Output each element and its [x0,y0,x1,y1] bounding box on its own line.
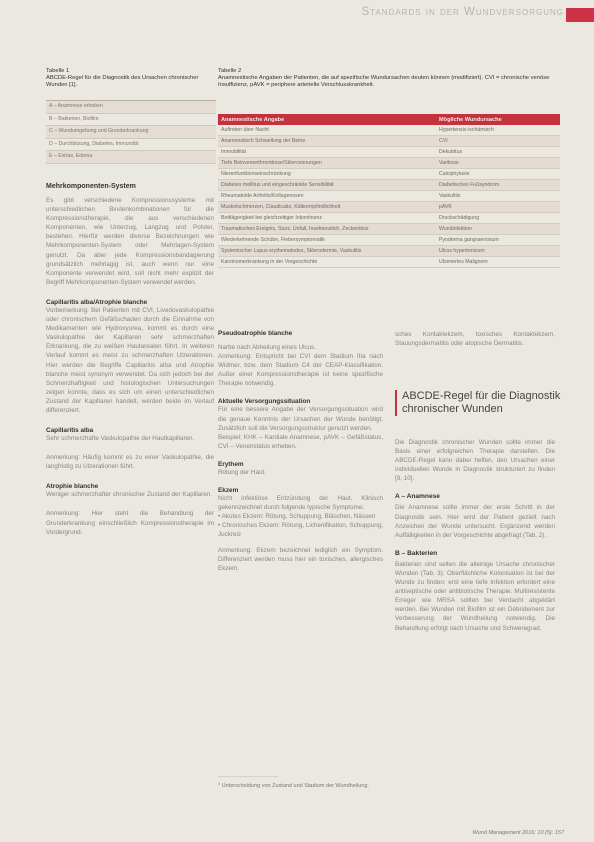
bullet-item: • Akutes Ekzem: Rötung, Schuppung, Bläschen, Nässen [218,513,376,521]
table2-cell-cause: Pyoderma gangraenosum [436,235,560,246]
bullet-text: Akutes Ekzem: Rötung, Schuppung, Bläschen, Nässen [221,513,376,521]
table2-row [218,158,560,169]
article-title: ABCDE-Regel für die Diagnostik chronischer Wunden [395,390,562,416]
table2-caption-text: Anamnestische Angaben der Patienten, die auf spezifische Wundursachen deuten können (modifiziert). CVI = chronische venöse Insuffizienz, pAVK = periphere arterielle Verschlusskrankheit. [218,75,550,88]
table2-row [218,169,560,180]
table2-row [218,213,560,224]
bullet-item: • Chronisches Ekzem: Rötung, Lichenifikation, Schuppung, Juckreiz [218,522,383,539]
table2-row [218,202,560,213]
paragraph: Die Anamnese sollte immer der erste Schritt in der Diagnostik sein. Hier wird der Patient gezielt nach Anzeichen der Wunde untersucht. Ergänzend werden Auffälligkeiten in der Vorgeschichte abgefragt (Tab. 2). [395,504,555,539]
table2-cell-cause: Vaskulitis [436,191,560,202]
paragraph: Anmerkung: Hier steht die Behandlung der Grunderkrankung einschließlich Kompressionstherapie im Vordergrund. [46,510,214,536]
table2-cell-cause: CVI [436,136,560,147]
table2-row [218,180,560,191]
table2-cell-indication: Tiefe Beinvenenthrombose/Sklerosierungen [218,158,436,169]
footnote-rule [218,776,278,777]
table2-cell-indication: Systemischer Lupus erythematodes, Sklerodermie, Vaskulitis [218,246,436,257]
table1-caption-title: Tabelle 1 [46,68,70,74]
section-heading: Capillaritis alba [46,427,94,435]
table2-header-row [218,114,560,125]
table2-cell-cause: Wundinfektion [436,224,560,235]
table1-row: A – Anamnese erheben [46,101,216,114]
paragraph: Anmerkung: Ekzem bezeichnet lediglich ein Symptom. Differenziert werden muss hier ein toxisches, allergisches Ekzem. [218,546,383,572]
paragraph: Narbe nach Abheilung eines Ulcus. [218,344,317,351]
table2-cell-cause: pAVK [436,202,560,213]
paragraph: Für eine bessere Angabe der Versorgungssituation wird die genaue Kenntnis der Ursachen der Wunde benötigt. Zusätzlich soll die Versorgungsstruktur genutzt werden. [218,406,383,432]
table2-cell-indication: Karzinomerkrankung in der Vorgeschichte [218,257,436,268]
paragraph: Anmerkung: Entspricht bei CVI dem Stadium IIIa nach Widmer, bzw. dem Stadium C4 der CEAP-Klassifikation. Außer einer Kompressionstherapie ist keine spezifische Therapie notwendig. [218,353,383,388]
section-heading: Capillaritis alba/Atrophie blanche [46,298,148,306]
column-1 [46,183,214,537]
table2-row [218,224,560,235]
table2-cell-indication: Traumatisches Ereignis, Sturz, Unfall, Insektenstich, Zeckenbiss [218,224,436,235]
table2-row [218,246,560,257]
table2-caption-title: Tabelle 2 [218,68,242,74]
running-title: Standards in der Wundversorgung [361,6,564,18]
table1-caption [46,68,216,89]
paragraph: Bakterien sind selten die alleinige Ursache chronischer Wunden (Tab. 3). Oberflächliche Kolonisation ist bei der Wunde zu finden; erst eine tiefe Infektion erfordert eine antiseptische oder antibiotische Therapie. Multiresistente Erreger wie MRSA sollten bei Verdacht abgeklärt werden. Bei Wunden mit Biofilm ist ein Débridement zur Verbesserung der Wundheilung notwendig. Die Behandlung erfolgt nach Ursache und Schweregrad. [395,560,555,632]
section-heading: Aktuelle Versorgungssituation [218,398,311,406]
table2-row [218,147,560,158]
paragraph: sches Kontaktekzem, toxisches Kontaktekzem, Stauungsdermatitis oder atopische Dermatitis. [395,331,555,348]
paragraph: Vorbemerkung: Bei Patienten mit CVI, Livedovaskulopathie oder chronischem Gefäßschaden durch die Einnahme von Medikamenten wie Hydroxyurea, kommt es durch eine Vaskulopathie der Kapillaren sehr schmerzhaften Erkrankung, die zu weißen Hautarealen führt. In weiteren Verlauf kommt es meist zu schmerzhaften Ulzerationen. Hier werden die Begriffe Capillaritis alba und Atrophie blanche meist synonym verwendet. Da sich jedoch bei der Schmerzhaftigkeit und histologischen Untersuchungen zeigen konnte, dass es sich um einen unterschiedlichen Zustand der Kapillaren handelt, werden beide im Verlauf differenziert. [46,306,214,414]
footnote: * Unterscheidung von Zustand und Stadium der Wundheilung. [218,783,369,789]
table2-cell-indication: Bettlägerigkeit bei gleichzeitiger Inkontinenz [218,213,436,224]
table2 [218,114,560,268]
paragraph: Es gibt verschiedene Kompressionssysteme mit unterschiedlichen Bindenkombinationen für die Kompressionstherapie, die aus verschiedenen Komponenten, wie Unterzug, Langzug und Polster, bestehen. Hierfür werden diverse Bezeichnungen wie Mehrkomponenten-System oder Mehrlagen-System genutzt. Da aber jede Kompressionsbandagierung grundsätzlich mehrlagig ist, auch wenn nur eine Komponente verwendet wird, soll nicht mehr explizit der Begriff Mehrkomponenten-System verwendet werden. [46,197,214,286]
table2-row [218,191,560,202]
table2-body [218,125,560,268]
table1-caption-text: ABCDE-Regel für die Diagnostik des Ursachen chronischer Wunden [1]. [46,75,199,88]
paragraph: Nicht infektiöse Entzündung der Haut. Klinisch gekennzeichnet durch folgende typische Symptome: [218,495,383,512]
section-heading: A – Anamnese [395,493,440,501]
table1-row: C – Wundumgebung und Grunderkrankung [46,126,216,139]
paragraph: Anmerkung: Häufig kommt es zu einer Vaskulopathie, die langfristig zu Ulzerationen führt. [46,454,214,471]
table2-row [218,235,560,246]
paragraph: Rötung der Haut. [218,468,266,476]
table1-row: E – Extras, Edema [46,151,216,164]
table1 [46,100,216,164]
section-heading: Ekzem [218,487,239,495]
table1-row: B – Bakterien, Biofilm [46,114,216,127]
paragraph: Weniger schmerzhafter chronischer Zustand der Kapillaren. [46,491,213,499]
table2-cell-cause: Diabetisches Fußsyndrom [436,180,560,191]
table2-cell-indication: Nierenfunktionseinschränkung [218,169,436,180]
paragraph: Beispiel: KHK – Kardiale Anamnese, pAVK – Gefäßstatus, CVI – Venenstatus erheben. [218,433,383,450]
table2-cell-cause: Calciphylaxie [436,169,560,180]
bullet-text: Chronisches Ekzem: Rötung, Lichenifikation, Schuppung, Juckreiz [218,522,383,539]
table2-cell-cause: Druckschädigung [436,213,560,224]
journal-footer: Wund Management 2016; 10 (5): 157 [472,830,564,836]
table2-cell-indication: Immobilität [218,147,436,158]
paragraph: Die Diagnostik chronischer Wunden sollte immer die Basis einer erfolgreichen Therapie darstellen. Die ABCDE-Regel kann dabei helfen, den Ursachen einer individuellen Wunde in Diagnostik strukturiert zu finden [9, 10]. [395,439,555,483]
accent-bar [566,8,594,22]
table2-caption [218,68,560,89]
section-heading: Atrophie blanche [46,483,99,491]
table2-row [218,125,560,136]
table2-cell-cause: Varikose [436,158,560,169]
section-heading: B – Bakterien [395,549,438,557]
table2-cell-indication: Rheumatoide Arthritis/Kollagenosen [218,191,436,202]
table2-cell-indication: Anamnestisch Schwellung der Beine [218,136,436,147]
section-heading: Pseudoatrophie blanche [218,330,293,337]
table2-cell-cause: Ulcus hypertonicum [436,246,560,257]
column-2 [218,330,383,573]
column-3-top [395,330,555,348]
table2-row [218,136,560,147]
paragraph: Sehr schmerzhafte Vaskulopathie der Hautkapillaren. [46,435,195,443]
table2-row [218,257,560,268]
table2-cell-cause: Ulzeriertes Malignom [436,257,560,268]
table2-header: Mögliche Wundursache [436,114,560,125]
table2-header: Anamnestische Angabe [218,114,436,125]
table2-cell-cause: Dekubitus [436,147,560,158]
column-3 [395,438,555,633]
table2-cell-cause: Hypertensiv-ischämisch [436,125,560,136]
table2-cell-indication: Wiederkehrende Schübe, Fiebersymptomatik [218,235,436,246]
section-heading: Erythem [218,460,244,468]
table2-cell-indication: Diabetes mellitus und eingeschränkte Sensibilität [218,180,436,191]
table2-cell-indication: Muskelschmerzen, Claudicatio, Kälteempfindlichkeit [218,202,436,213]
table2-cell-indication: Auftreten über Nacht [218,125,436,136]
table1-row: D – Durchblutung, Diabetes, Immunität [46,139,216,152]
section-heading: Mehrkomponenten-System [46,183,136,190]
